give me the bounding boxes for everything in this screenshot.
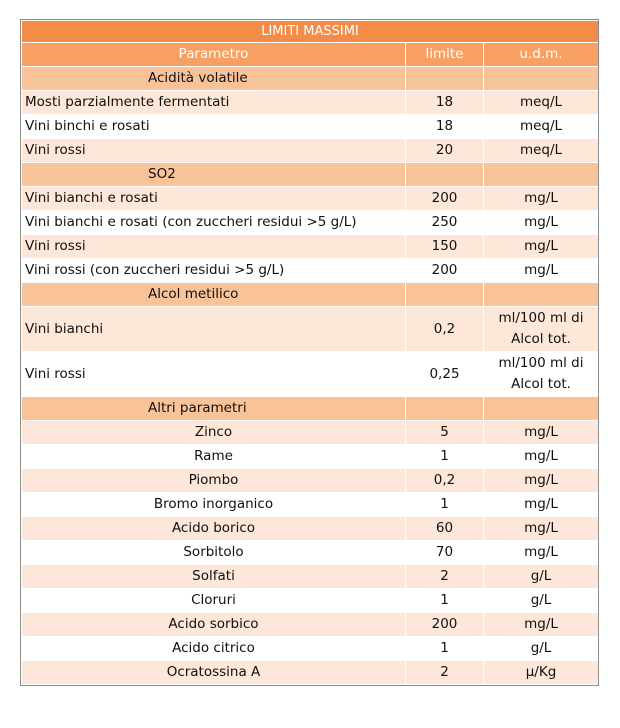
section-spacer bbox=[406, 397, 484, 421]
section-label: Alcol metilico bbox=[22, 283, 406, 307]
section-row bbox=[22, 397, 599, 421]
limit-cell: 0,2 bbox=[406, 469, 484, 493]
limit-cell: 20 bbox=[406, 139, 484, 163]
table-row bbox=[22, 613, 599, 637]
limit-cell: 5 bbox=[406, 421, 484, 445]
param-cell: Bromo inorganico bbox=[22, 493, 406, 517]
unit-cell: meq/L bbox=[484, 91, 599, 115]
param-cell: Vini bianchi e rosati bbox=[22, 187, 406, 211]
header-row bbox=[22, 43, 599, 67]
section-spacer bbox=[484, 163, 599, 187]
unit-cell: g/L bbox=[484, 565, 599, 589]
limit-cell: 2 bbox=[406, 661, 484, 685]
param-cell: Vini rossi (con zuccheri residui >5 g/L) bbox=[22, 259, 406, 283]
section-spacer bbox=[406, 67, 484, 91]
table-title: LIMITI MASSIMI bbox=[22, 21, 599, 43]
param-cell: Vini rossi bbox=[22, 139, 406, 163]
unit-cell: mg/L bbox=[484, 541, 599, 565]
table-row bbox=[22, 445, 599, 469]
param-cell: Piombo bbox=[22, 469, 406, 493]
table-row bbox=[22, 352, 599, 397]
param-cell: Vini bianchi e rosati (con zuccheri residui >5 g/L) bbox=[22, 211, 406, 235]
header-udm: u.d.m. bbox=[484, 43, 599, 67]
table-row bbox=[22, 139, 599, 163]
param-cell: Ocratossina A bbox=[22, 661, 406, 685]
limit-cell: 0,25 bbox=[406, 352, 484, 397]
table-title-row bbox=[22, 21, 599, 43]
table-row bbox=[22, 517, 599, 541]
table-row bbox=[22, 235, 599, 259]
param-cell: Acido sorbico bbox=[22, 613, 406, 637]
unit-cell: mg/L bbox=[484, 469, 599, 493]
limit-cell: 70 bbox=[406, 541, 484, 565]
limit-cell: 200 bbox=[406, 259, 484, 283]
unit-cell: meq/L bbox=[484, 115, 599, 139]
limit-cell: 200 bbox=[406, 613, 484, 637]
table-row bbox=[22, 115, 599, 139]
limit-cell: 0,2 bbox=[406, 307, 484, 352]
param-cell: Mosti parzialmente fermentati bbox=[22, 91, 406, 115]
param-cell: Vini binchi e rosati bbox=[22, 115, 406, 139]
unit-cell: mg/L bbox=[484, 493, 599, 517]
header-limite: limite bbox=[406, 43, 484, 67]
limit-cell: 2 bbox=[406, 565, 484, 589]
unit-cell: g/L bbox=[484, 589, 599, 613]
unit-cell: mg/L bbox=[484, 517, 599, 541]
table-row bbox=[22, 565, 599, 589]
table-row bbox=[22, 637, 599, 661]
section-label: SO2 bbox=[22, 163, 406, 187]
limit-cell: 200 bbox=[406, 187, 484, 211]
unit-cell: mg/L bbox=[484, 259, 599, 283]
table-row bbox=[22, 187, 599, 211]
unit-cell: mg/L bbox=[484, 187, 599, 211]
header-parametro: Parametro bbox=[22, 43, 406, 67]
table-row bbox=[22, 493, 599, 517]
section-spacer bbox=[406, 163, 484, 187]
section-spacer bbox=[406, 283, 484, 307]
table-row bbox=[22, 589, 599, 613]
unit-cell: mg/L bbox=[484, 211, 599, 235]
limit-cell: 250 bbox=[406, 211, 484, 235]
param-cell: Vini bianchi bbox=[22, 307, 406, 352]
unit-cell: µ/Kg bbox=[484, 661, 599, 685]
table-row bbox=[22, 211, 599, 235]
section-spacer bbox=[484, 67, 599, 91]
limits-table bbox=[21, 20, 599, 685]
param-cell: Sorbitolo bbox=[22, 541, 406, 565]
param-cell: Acido citrico bbox=[22, 637, 406, 661]
limit-cell: 150 bbox=[406, 235, 484, 259]
section-label: Altri parametri bbox=[22, 397, 406, 421]
limits-table-container bbox=[21, 20, 598, 685]
param-cell: Acido borico bbox=[22, 517, 406, 541]
limit-cell: 60 bbox=[406, 517, 484, 541]
table-row bbox=[22, 541, 599, 565]
table-row bbox=[22, 259, 599, 283]
limit-cell: 1 bbox=[406, 493, 484, 517]
param-cell: Solfati bbox=[22, 565, 406, 589]
table-row bbox=[22, 469, 599, 493]
limit-cell: 1 bbox=[406, 445, 484, 469]
table-row bbox=[22, 661, 599, 685]
table-row bbox=[22, 91, 599, 115]
unit-cell: mg/L bbox=[484, 235, 599, 259]
section-row bbox=[22, 283, 599, 307]
param-cell: Vini rossi bbox=[22, 235, 406, 259]
param-cell: Cloruri bbox=[22, 589, 406, 613]
param-cell: Rame bbox=[22, 445, 406, 469]
table-row bbox=[22, 307, 599, 352]
unit-cell: meq/L bbox=[484, 139, 599, 163]
unit-cell: mg/L bbox=[484, 613, 599, 637]
section-spacer bbox=[484, 397, 599, 421]
unit-cell: mg/L bbox=[484, 421, 599, 445]
param-cell: Vini rossi bbox=[22, 352, 406, 397]
limit-cell: 18 bbox=[406, 91, 484, 115]
unit-cell: ml/100 ml di Alcol tot. bbox=[484, 307, 599, 352]
limit-cell: 1 bbox=[406, 637, 484, 661]
unit-cell: mg/L bbox=[484, 445, 599, 469]
section-label: Acidità volatile bbox=[22, 67, 406, 91]
unit-cell: g/L bbox=[484, 637, 599, 661]
table-row bbox=[22, 421, 599, 445]
unit-cell: ml/100 ml di Alcol tot. bbox=[484, 352, 599, 397]
section-row bbox=[22, 163, 599, 187]
limit-cell: 18 bbox=[406, 115, 484, 139]
param-cell: Zinco bbox=[22, 421, 406, 445]
section-row bbox=[22, 67, 599, 91]
section-spacer bbox=[484, 283, 599, 307]
limit-cell: 1 bbox=[406, 589, 484, 613]
